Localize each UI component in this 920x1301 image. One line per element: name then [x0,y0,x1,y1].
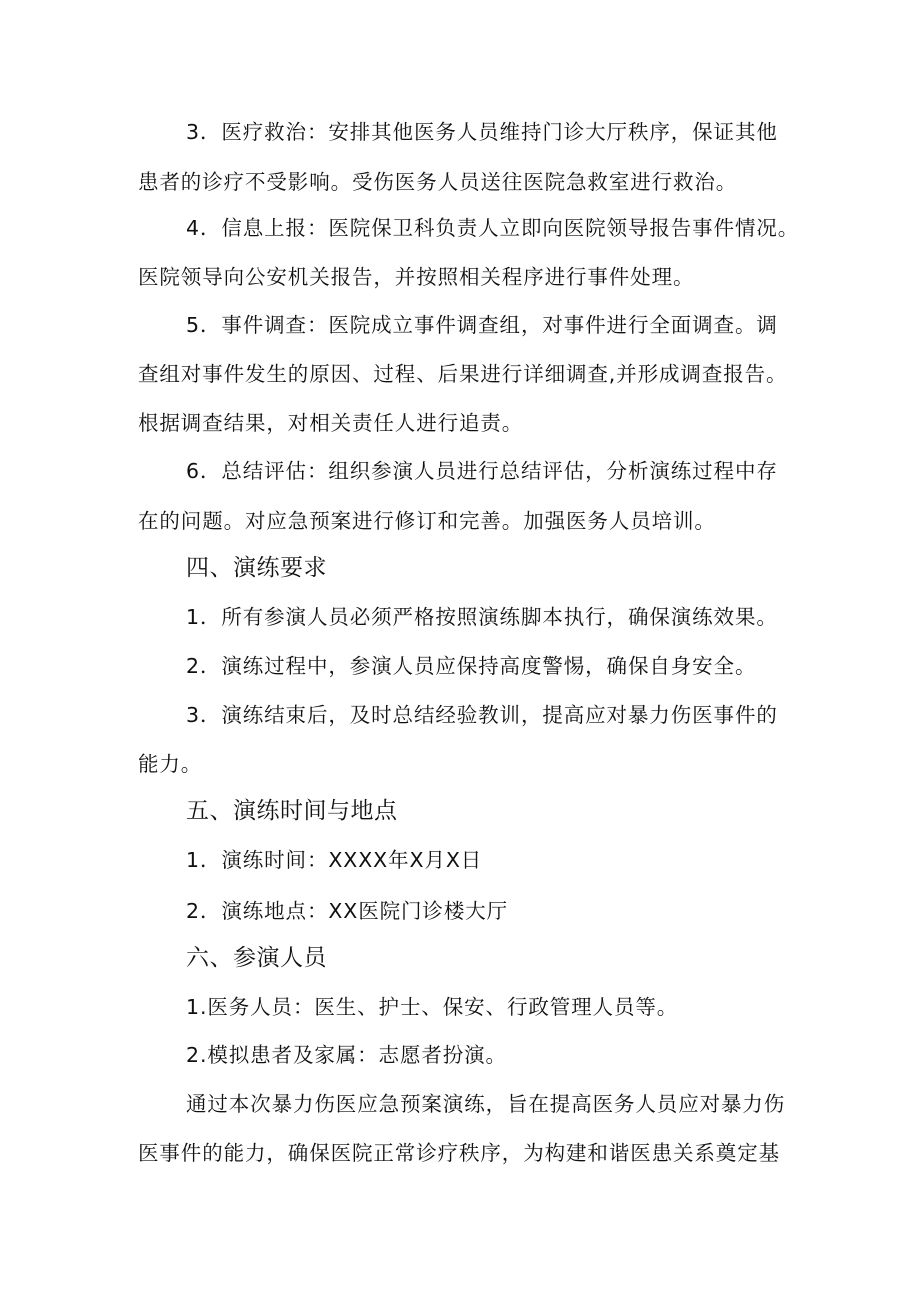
text-line: 6．总结评估：组织参演人员进行总结评估，分析演练过程中存 [186,459,778,483]
text-line: 能力。 [138,752,203,776]
text-line: 1．所有参演人员必须严格按照演练脚本执行，确保演练效果。 [186,605,778,629]
text-line: 4．信息上报：医院保卫科负责人立即向医院领导报告事件情况。 [186,216,800,240]
text-line: 2．演练地点：XX医院门诊楼大厅 [186,899,509,923]
text-line: 医院领导向公安机关报告，并按照相关程序进行事件处理。 [138,265,695,289]
text-line: 在的问题。对应急预案进行修订和完善。加强医务人员培训。 [138,509,716,533]
text-line: 1．演练时间：XXXX年X月X日 [186,848,483,872]
text-line: 5．事件调查：医院成立事件调查组，对事件进行全面调查。调 [186,313,778,337]
text-line: 患者的诊疗不受影响。受伤医务人员送往医院急救室进行救治。 [138,170,738,194]
text-line: 2.模拟患者及家属：志愿者扮演。 [186,1043,507,1067]
text-line: 根据调查结果，对相关责任人进行追责。 [138,411,524,435]
text-line: 查组对事件发生的原因、过程、后果进行详细调查,并形成调查报告。 [138,362,788,386]
text-line: 通过本次暴力伤医应急预案演练，旨在提高医务人员应对暴力伤 [186,1092,786,1116]
text-line: 3．医疗救治：安排其他医务人员维持门诊大厅秩序，保证其他 [186,120,778,144]
section-heading: 六、参演人员 [186,945,327,971]
text-line: 3．演练结束后，及时总结经验教训，提高应对暴力伤医事件的 [186,703,778,727]
text-line: 1.医务人员：医生、护士、保安、行政管理人员等。 [186,995,679,1019]
section-heading: 五、演练时间与地点 [186,798,398,824]
text-line: 医事件的能力，确保医院正常诊疗秩序，为构建和谐医患关系奠定基 [138,1141,780,1165]
text-line: 2．演练过程中，参演人员应保持高度警惕，确保自身安全。 [186,654,757,678]
section-heading: 四、演练要求 [186,555,327,581]
